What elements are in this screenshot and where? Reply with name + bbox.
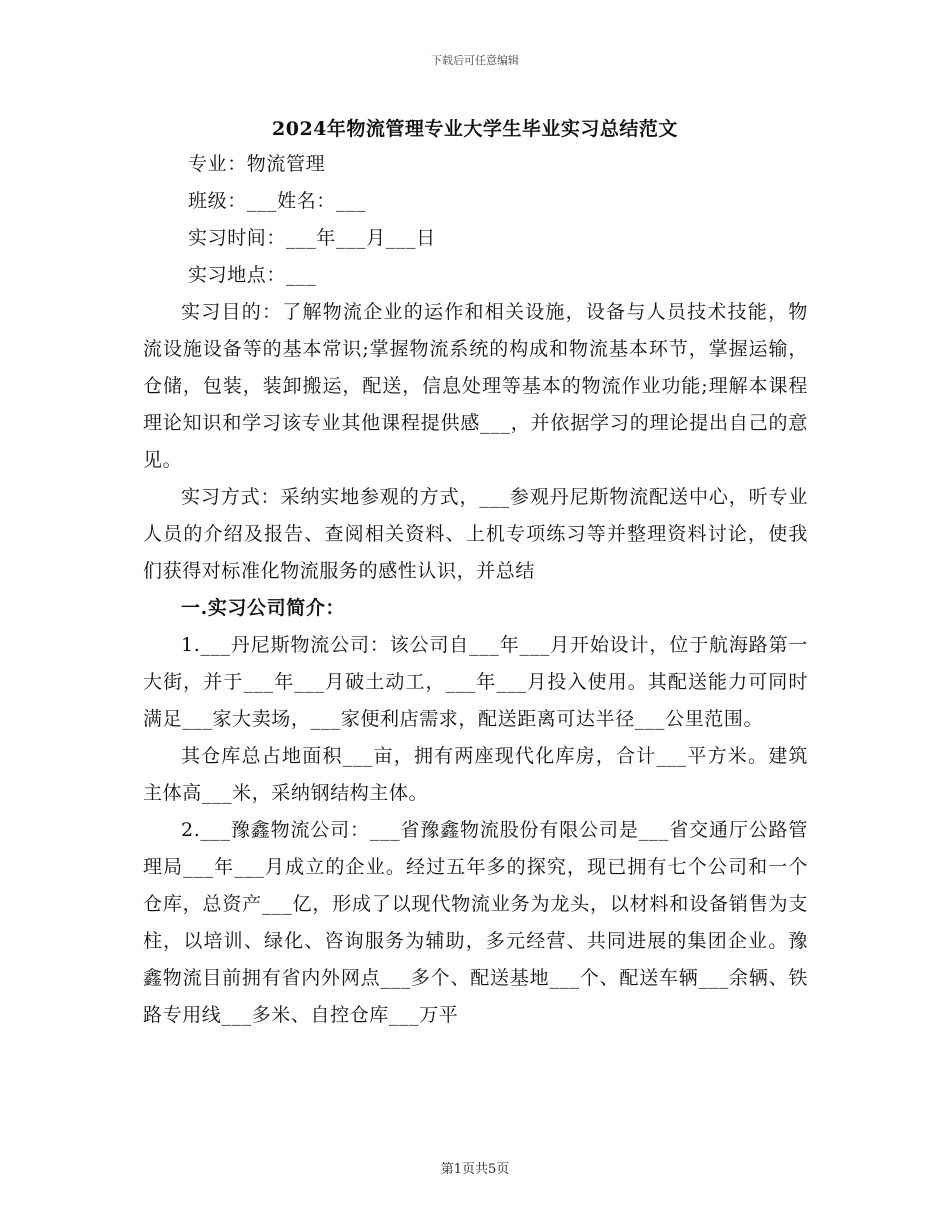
section-heading-company-intro: 一.实习公司简介：: [181, 597, 346, 619]
major-line: 专业：物流管理: [188, 153, 326, 175]
document-title: 2024年物流管理专业大学生毕业实习总结范文: [272, 118, 678, 140]
company1-paragraph: 1.___丹尼斯物流公司：该公司自___年___月开始设计，位于航海路第一大街，并于___年___月破土动工，___年___月投入使用。其配送能力可同时满足___家大卖场，___家便利店需求，配送距离可达半径___公里范围。: [143, 634, 808, 730]
method-paragraph: 实习方式：采纳实地参观的方式，___参观丹尼斯物流配送中心，听专业人员的介绍及报告、查阅相关资料、上机专项练习等并整理资料讨论，使我们获得对标准化物流服务的感性认识，并总结: [143, 486, 808, 582]
warehouse-paragraph: 其仓库总占地面积___亩，拥有两座现代化库房，合计___平方米。建筑主体高___米，采纳钢结构主体。: [143, 745, 808, 804]
document-body: [143, 146, 808, 1034]
purpose-paragraph: 实习目的：了解物流企业的运作和相关设施，设备与人员技术技能，物流设施设备等的基本常识;掌握物流系统的构成和物流基本环节，掌握运输，仓储，包装，装卸搬运，配送，信息处理等基本的物流作业功能;理解本课程理论知识和学习该专业其他课程提供感___，并依据学习的理论提出自己的意见。: [143, 301, 808, 471]
page-footer: 第1页共5页: [440, 1162, 510, 1177]
class-name-line: 班级：___姓名：___: [188, 190, 367, 212]
header-note: 下载后可任意编辑: [431, 54, 519, 67]
internship-time-line: 实习时间：___年___月___日: [188, 227, 436, 249]
company2-paragraph: 2.___豫鑫物流公司：___省豫鑫物流股份有限公司是___省交通厅公路管理局___年___月成立的企业。经过五年多的探究，现已拥有七个公司和一个仓库，总资产___亿，形成了以现代物流业务为龙头，以材料和设备销售为支柱，以培训、绿化、咨询服务为辅助，多元经营、共同进展的集团企业。豫鑫物流目前拥有省内外网点___多个、配送基地___个、配送车辆___余辆、铁路专用线___多米、自控仓库___万平: [143, 819, 808, 1026]
internship-place-line: 实习地点：___: [188, 264, 317, 286]
